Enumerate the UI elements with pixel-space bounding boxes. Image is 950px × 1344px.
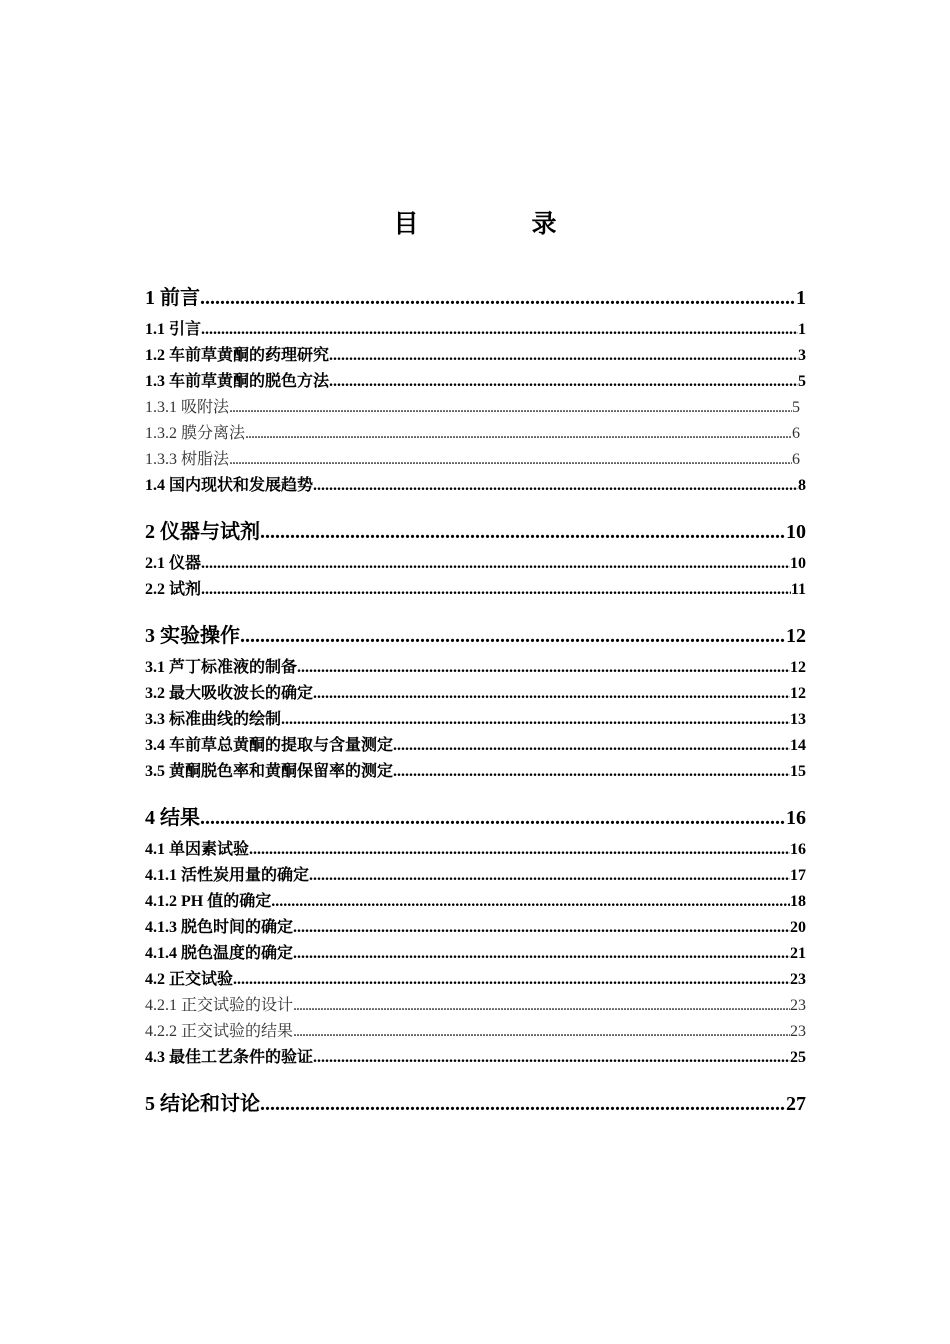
- toc-entry[interactable]: [145, 283, 806, 313]
- toc-entry[interactable]: [145, 733, 806, 759]
- toc-entry[interactable]: [145, 759, 806, 785]
- leader-dots: [313, 1045, 790, 1071]
- toc-entry-page: 16: [786, 807, 806, 829]
- leader-dots: [200, 283, 796, 313]
- toc-entry-page: 3: [798, 347, 806, 364]
- toc-entry-label: 1.2 车前草黄酮的药理研究: [145, 347, 330, 364]
- leader-dots: [200, 803, 786, 833]
- leader-dots: [309, 863, 790, 889]
- toc-entry[interactable]: [145, 967, 806, 993]
- toc-entry-page: 17: [790, 867, 806, 884]
- toc-entry-page: 23: [790, 1023, 806, 1040]
- toc-entry-label: 4.1.1 活性炭用量的确定: [145, 867, 310, 884]
- toc-entry[interactable]: [145, 551, 806, 577]
- toc-entry-page: 27: [786, 1093, 806, 1115]
- toc-entry-label: 3.5 黄酮脱色率和黄酮保留率的测定: [145, 763, 394, 780]
- leader-dots: [313, 473, 798, 499]
- toc-entry[interactable]: [145, 1089, 806, 1119]
- toc-entry-page: 10: [786, 521, 806, 543]
- leader-dots: [293, 1019, 790, 1045]
- toc-entry[interactable]: [145, 1019, 806, 1045]
- toc-entry-label: 4.1.2 PH 值的确定: [145, 893, 272, 910]
- toc-entry-label: 3.1 芦丁标准液的制备: [145, 659, 298, 676]
- table-of-contents: [145, 283, 806, 1119]
- leader-dots: [271, 889, 790, 915]
- toc-entry[interactable]: [145, 915, 806, 941]
- toc-entry-page: 23: [790, 971, 806, 988]
- toc-entry[interactable]: [145, 317, 806, 343]
- toc-entry-label: 4.3 最佳工艺条件的验证: [145, 1049, 314, 1066]
- leader-dots: [240, 621, 786, 651]
- toc-entry[interactable]: [145, 621, 806, 651]
- toc-entry-page: 1: [796, 287, 806, 309]
- leader-dots: [260, 517, 786, 547]
- leader-dots: [201, 577, 791, 603]
- toc-entry-page: 21: [790, 945, 806, 962]
- toc-entry-label: 2.1 仪器: [145, 555, 202, 572]
- toc-entry-label: 4.2 正交试验: [145, 971, 234, 988]
- toc-entry[interactable]: [145, 517, 806, 547]
- leader-dots: [245, 421, 792, 447]
- toc-entry-label: 1.3.1 吸附法: [145, 399, 230, 416]
- toc-entry-page: 23: [790, 997, 806, 1014]
- toc-entry-label: 4 结果: [145, 807, 200, 829]
- leader-dots: [201, 317, 798, 343]
- toc-entry-page: 8: [798, 477, 806, 494]
- toc-entry[interactable]: [145, 803, 806, 833]
- toc-entry-page: 13: [790, 711, 806, 728]
- leader-dots: [201, 551, 790, 577]
- toc-entry[interactable]: [145, 707, 806, 733]
- leader-dots: [393, 759, 790, 785]
- leader-dots: [260, 1089, 786, 1119]
- toc-entry-label: 5 结论和讨论: [145, 1093, 260, 1115]
- toc-entry-label: 4.1.4 脱色温度的确定: [145, 945, 294, 962]
- toc-entry-label: 1.3.3 树脂法: [145, 451, 230, 468]
- toc-entry-page: 1: [798, 321, 806, 338]
- toc-entry-label: 2.2 试剂: [145, 581, 202, 598]
- toc-entry-page: 6: [792, 425, 800, 442]
- toc-entry-page: 5: [798, 373, 806, 390]
- toc-entry-label: 1.1 引言: [145, 321, 202, 338]
- toc-entry-page: 14: [790, 737, 806, 754]
- toc-entry-page: 15: [790, 763, 806, 780]
- toc-entry-label: 4.1.3 脱色时间的确定: [145, 919, 294, 936]
- leader-dots: [233, 967, 790, 993]
- toc-entry-page: 16: [790, 841, 806, 858]
- toc-entry-label: 3.3 标准曲线的绘制: [145, 711, 282, 728]
- leader-dots: [229, 447, 792, 473]
- toc-entry-page: 10: [790, 555, 806, 572]
- toc-entry-label: 3 实验操作: [145, 625, 240, 647]
- toc-entry-label: 2 仪器与试剂: [145, 521, 260, 543]
- leader-dots: [329, 343, 798, 369]
- leader-dots: [281, 707, 790, 733]
- toc-entry[interactable]: [145, 447, 800, 473]
- toc-entry-page: 11: [790, 581, 806, 598]
- page-title: 目 录: [393, 211, 601, 238]
- toc-entry[interactable]: [145, 889, 806, 915]
- toc-entry-label: 1.4 国内现状和发展趋势: [145, 477, 314, 494]
- toc-entry-page: 18: [790, 893, 806, 910]
- toc-entry[interactable]: [145, 473, 806, 499]
- toc-entry[interactable]: [145, 941, 806, 967]
- toc-entry[interactable]: [145, 369, 806, 395]
- toc-entry-label: 4.1 单因素试验: [145, 841, 250, 858]
- toc-entry[interactable]: [145, 993, 806, 1019]
- toc-entry-page: 25: [790, 1049, 806, 1066]
- toc-entry-page: 12: [790, 659, 806, 676]
- toc-entry[interactable]: [145, 655, 806, 681]
- toc-entry-label: 1 前言: [145, 287, 200, 309]
- toc-entry[interactable]: [145, 421, 800, 447]
- toc-entry-label: 4.2.2 正交试验的结果: [145, 1023, 294, 1040]
- toc-entry-label: 3.2 最大吸收波长的确定: [145, 685, 314, 702]
- toc-entry-label: 3.4 车前草总黄酮的提取与含量测定: [145, 737, 394, 754]
- toc-entry-label: 4.2.1 正交试验的设计: [145, 997, 294, 1014]
- leader-dots: [393, 733, 790, 759]
- toc-entry-page: 20: [790, 919, 806, 936]
- leader-dots: [229, 395, 792, 421]
- toc-entry[interactable]: [145, 837, 806, 863]
- toc-entry[interactable]: [145, 343, 806, 369]
- leader-dots: [293, 915, 790, 941]
- leader-dots: [297, 655, 790, 681]
- toc-entry[interactable]: [145, 577, 806, 603]
- leader-dots: [293, 993, 790, 1019]
- toc-entry-page: 12: [790, 685, 806, 702]
- toc-entry[interactable]: [145, 395, 800, 421]
- toc-entry[interactable]: [145, 1045, 806, 1071]
- toc-entry-label: 1.3.2 膜分离法: [145, 425, 246, 442]
- leader-dots: [293, 941, 790, 967]
- toc-entry-page: 6: [792, 451, 800, 468]
- leader-dots: [313, 681, 790, 707]
- toc-entry[interactable]: [145, 863, 806, 889]
- toc-entry[interactable]: [145, 681, 806, 707]
- toc-entry-page: 5: [792, 399, 800, 416]
- toc-entry-page: 12: [786, 625, 806, 647]
- leader-dots: [249, 837, 790, 863]
- leader-dots: [329, 369, 798, 395]
- toc-entry-label: 1.3 车前草黄酮的脱色方法: [145, 373, 330, 390]
